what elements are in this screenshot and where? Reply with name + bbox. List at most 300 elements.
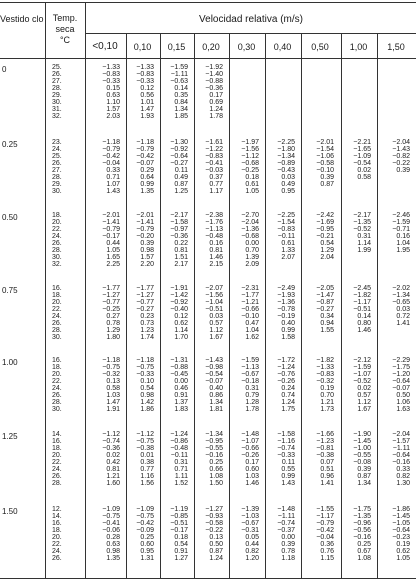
temperature-cell: 25. bbox=[52, 64, 62, 71]
value-cell: 0.31 bbox=[357, 232, 371, 240]
value-cell: −1.09 bbox=[353, 152, 371, 160]
value-cell: −1.11 bbox=[392, 444, 410, 452]
value-cell: 0.38 bbox=[140, 458, 154, 466]
value-cell: −1.56 bbox=[241, 145, 259, 153]
value-cell: 1.55 bbox=[320, 326, 334, 334]
value-cell: −1.04 bbox=[205, 298, 223, 306]
value-cell: 0.00 bbox=[174, 377, 188, 385]
value-cell: −1.39 bbox=[241, 506, 259, 513]
value-cell: −0.86 bbox=[170, 437, 188, 445]
value-cell: 0.14 bbox=[357, 312, 371, 320]
value-cell: −1.34 bbox=[277, 152, 295, 160]
value-column bbox=[268, 140, 295, 196]
temperature-cell: 25. bbox=[52, 152, 62, 160]
value-cell: −0.16 bbox=[205, 451, 223, 459]
velocity-column-header: 1,50 bbox=[387, 42, 405, 52]
top-rule bbox=[0, 2, 416, 3]
value-cell: 1.21 bbox=[320, 398, 334, 406]
value-cell: −2.12 bbox=[353, 357, 371, 364]
value-cell: 0.15 bbox=[106, 84, 120, 92]
value-cell: −1.86 bbox=[392, 506, 410, 513]
value-cell: −1.27 bbox=[102, 291, 120, 299]
value-cell: −2.04 bbox=[241, 218, 259, 226]
value-cell: −1.17 bbox=[353, 298, 371, 306]
value-column bbox=[129, 213, 154, 269]
value-cell: 0.31 bbox=[174, 458, 188, 466]
value-column bbox=[268, 358, 295, 414]
value-cell: −0.07 bbox=[205, 377, 223, 385]
value-cell: 0.87 bbox=[357, 472, 371, 480]
value-cell: 1.57 bbox=[106, 105, 120, 113]
value-cell: −0.27 bbox=[170, 159, 188, 167]
value-cell: −0.95 bbox=[316, 225, 334, 233]
value-cell: −2.42 bbox=[316, 212, 334, 219]
value-cell: 0.19 bbox=[396, 540, 410, 548]
value-cell: 0.78 bbox=[106, 319, 120, 327]
temperature-cell: 24. bbox=[52, 384, 62, 392]
value-cell: −0.08 bbox=[353, 458, 371, 466]
value-cell: 1.05 bbox=[245, 187, 259, 195]
value-cell: 0.39 bbox=[281, 540, 295, 548]
value-cell: 1.46 bbox=[245, 479, 259, 487]
value-cell: 1.29 bbox=[320, 246, 334, 254]
value-cell: −1.72 bbox=[277, 357, 295, 364]
value-cell: −0.32 bbox=[102, 370, 120, 378]
rule-after-clo bbox=[45, 2, 46, 579]
temperature-cell: 18. bbox=[52, 444, 62, 452]
value-cell: −1.31 bbox=[170, 357, 188, 364]
value-cell: 1.95 bbox=[396, 246, 410, 254]
value-cell: −0.63 bbox=[170, 77, 188, 85]
value-cell: −0.77 bbox=[102, 298, 120, 306]
value-cell: −0.25 bbox=[241, 166, 259, 174]
value-cell: −1.48 bbox=[241, 431, 259, 438]
temperature-cell: 26. bbox=[52, 554, 62, 562]
value-cell: 0.03 bbox=[396, 305, 410, 313]
value-column bbox=[268, 432, 295, 488]
value-cell: −1.58 bbox=[170, 218, 188, 226]
value-cell: 1.73 bbox=[320, 405, 334, 413]
value-cell: −0.33 bbox=[136, 77, 154, 85]
value-cell: −1.34 bbox=[205, 431, 223, 438]
value-column bbox=[344, 507, 371, 563]
value-cell: 1.12 bbox=[209, 326, 223, 334]
value-cell: 0.40 bbox=[209, 384, 223, 392]
value-cell: −1.91 bbox=[170, 285, 188, 292]
value-cell: −1.90 bbox=[353, 431, 371, 438]
value-cell: −1.00 bbox=[353, 444, 371, 452]
value-column bbox=[163, 140, 188, 196]
value-cell: 0.74 bbox=[281, 391, 295, 399]
value-column bbox=[129, 140, 154, 196]
value-cell: −0.71 bbox=[392, 225, 410, 233]
value-cell: 1.24 bbox=[209, 554, 223, 562]
value-column bbox=[163, 213, 188, 269]
value-cell: −0.11 bbox=[277, 232, 295, 240]
velocity-column-header: 0,20 bbox=[202, 42, 220, 52]
value-cell: −0.58 bbox=[316, 159, 334, 167]
value-cell: 1.50 bbox=[209, 479, 223, 487]
temperature-cell: 23. bbox=[52, 139, 62, 146]
value-cell: 1.31 bbox=[140, 554, 154, 562]
value-cell: 0.73 bbox=[140, 319, 154, 327]
value-cell: 1.63 bbox=[396, 405, 410, 413]
value-cell: 1.86 bbox=[140, 405, 154, 413]
value-column bbox=[304, 432, 334, 488]
temperature-list bbox=[52, 140, 78, 196]
temperature-cell: 22. bbox=[52, 225, 62, 233]
value-cell: 1.34 bbox=[209, 398, 223, 406]
temperature-cell: 16. bbox=[52, 285, 62, 292]
velocity-column-header: 0,10 bbox=[133, 42, 152, 52]
value-cell: 0.01 bbox=[140, 451, 154, 459]
value-cell: 0.37 bbox=[209, 173, 223, 181]
value-cell: −0.74 bbox=[277, 444, 295, 452]
value-column bbox=[88, 213, 120, 269]
value-cell: −1.03 bbox=[241, 512, 259, 520]
value-cell: −1.30 bbox=[170, 139, 188, 146]
value-cell: 0.95 bbox=[140, 547, 154, 555]
value-cell: −1.12 bbox=[136, 431, 154, 438]
value-cell: −1.59 bbox=[241, 357, 259, 364]
value-cell: 1.62 bbox=[245, 333, 259, 341]
value-cell: 0.12 bbox=[140, 84, 154, 92]
temperature-cell: 26. bbox=[52, 70, 62, 78]
value-column bbox=[268, 286, 295, 342]
value-cell: 0.54 bbox=[320, 239, 334, 247]
value-cell: −2.49 bbox=[277, 285, 295, 292]
temperature-list bbox=[52, 286, 78, 342]
value-cell: 1.05 bbox=[396, 554, 410, 562]
value-cell: −1.59 bbox=[353, 363, 371, 371]
value-cell: −0.04 bbox=[102, 159, 120, 167]
value-cell: 0.69 bbox=[209, 98, 223, 106]
temperature-cell: 30. bbox=[52, 333, 62, 341]
value-cell: −0.07 bbox=[392, 384, 410, 392]
value-cell: −0.79 bbox=[316, 519, 334, 527]
value-cell: −0.81 bbox=[316, 444, 334, 452]
value-cell: 1.78 bbox=[209, 112, 223, 120]
value-cell: −0.64 bbox=[392, 526, 410, 534]
value-cell: −0.87 bbox=[316, 298, 334, 306]
value-cell: −0.93 bbox=[205, 512, 223, 520]
temperature-cell: 24. bbox=[52, 465, 62, 473]
value-column bbox=[232, 507, 259, 563]
value-column bbox=[344, 432, 371, 488]
value-column bbox=[197, 432, 223, 488]
value-cell: −0.98 bbox=[205, 363, 223, 371]
value-column bbox=[197, 65, 223, 121]
value-cell: −0.83 bbox=[316, 370, 334, 378]
value-cell: −1.33 bbox=[316, 363, 334, 371]
value-cell: −0.75 bbox=[136, 512, 154, 520]
value-cell: −2.70 bbox=[241, 212, 259, 219]
value-cell: −1.59 bbox=[170, 64, 188, 71]
temperature-cell: 14. bbox=[52, 431, 62, 438]
value-cell: −0.27 bbox=[136, 305, 154, 313]
temperature-cell: 30. bbox=[52, 253, 62, 261]
rule-col-0-30 bbox=[229, 33, 230, 579]
value-cell: −0.65 bbox=[392, 298, 410, 306]
value-cell: 2.20 bbox=[140, 260, 154, 268]
value-cell: −1.18 bbox=[102, 139, 120, 146]
value-cell: −0.26 bbox=[241, 451, 259, 459]
value-cell: 0.82 bbox=[245, 547, 259, 555]
value-cell: 1.35 bbox=[106, 554, 120, 562]
value-cell: −1.54 bbox=[277, 218, 295, 226]
value-cell: 1.91 bbox=[106, 405, 120, 413]
value-cell: −1.18 bbox=[136, 139, 154, 146]
value-cell: −2.07 bbox=[205, 285, 223, 292]
value-cell: −0.52 bbox=[353, 225, 371, 233]
value-cell: 1.07 bbox=[106, 180, 120, 188]
value-cell: 0.96 bbox=[320, 472, 334, 480]
value-column bbox=[304, 140, 334, 189]
value-cell: −1.56 bbox=[205, 291, 223, 299]
value-cell: −0.78 bbox=[277, 305, 295, 313]
value-cell: 0.39 bbox=[357, 465, 371, 473]
value-cell: −1.47 bbox=[316, 291, 334, 299]
value-cell: −0.36 bbox=[102, 444, 120, 452]
value-cell: −0.38 bbox=[316, 451, 334, 459]
value-cell: −1.59 bbox=[392, 218, 410, 226]
value-cell: 0.10 bbox=[140, 377, 154, 385]
value-cell: −0.96 bbox=[353, 519, 371, 527]
value-cell: 0.81 bbox=[106, 465, 120, 473]
value-cell: −0.17 bbox=[170, 526, 188, 534]
value-cell: 0.63 bbox=[106, 540, 120, 548]
value-cell: −0.75 bbox=[102, 512, 120, 520]
temperature-cell: 20. bbox=[52, 218, 62, 226]
value-cell: 1.57 bbox=[140, 253, 154, 261]
value-cell: 1.12 bbox=[357, 398, 371, 406]
value-cell: −1.33 bbox=[136, 64, 154, 71]
value-cell: −0.64 bbox=[170, 152, 188, 160]
value-cell: −1.40 bbox=[205, 70, 223, 78]
value-cell: −0.10 bbox=[241, 312, 259, 320]
value-cell: −0.20 bbox=[136, 232, 154, 240]
value-cell: 1.39 bbox=[245, 253, 259, 261]
value-cell: 0.91 bbox=[174, 391, 188, 399]
velocity-header: Velocidad relativa (m/s) bbox=[199, 14, 303, 25]
value-cell: 0.18 bbox=[174, 533, 188, 541]
velocity-column-header: 0,15 bbox=[167, 42, 186, 52]
value-cell: −1.18 bbox=[102, 357, 120, 364]
value-cell: 1.28 bbox=[245, 398, 259, 406]
value-cell: 0.81 bbox=[209, 246, 223, 254]
value-cell: 0.39 bbox=[140, 239, 154, 247]
value-cell: −0.54 bbox=[205, 370, 223, 378]
value-cell: 0.24 bbox=[281, 384, 295, 392]
value-cell: −0.64 bbox=[392, 451, 410, 459]
value-cell: −0.16 bbox=[353, 533, 371, 541]
value-cell: 0.57 bbox=[209, 319, 223, 327]
temperature-list bbox=[52, 507, 78, 563]
value-cell: 0.31 bbox=[245, 384, 259, 392]
temp-header bbox=[46, 13, 84, 46]
value-column bbox=[197, 358, 223, 414]
value-cell: −0.77 bbox=[136, 298, 154, 306]
value-cell: −1.11 bbox=[170, 70, 188, 78]
value-cell: 0.49 bbox=[281, 180, 295, 188]
value-cell: −0.88 bbox=[205, 77, 223, 85]
value-cell: 1.78 bbox=[245, 405, 259, 413]
clo-value: 0.25 bbox=[2, 140, 18, 149]
value-column bbox=[344, 286, 371, 335]
temperature-cell: 16. bbox=[52, 519, 62, 527]
temperature-cell: 30. bbox=[52, 405, 62, 413]
value-cell: −1.24 bbox=[170, 431, 188, 438]
temperature-cell: 29. bbox=[52, 180, 62, 188]
value-cell: −0.66 bbox=[241, 444, 259, 452]
temperature-cell: 20. bbox=[52, 370, 62, 378]
temperature-list bbox=[52, 358, 78, 414]
value-cell: 0.62 bbox=[174, 319, 188, 327]
value-cell: 0.19 bbox=[320, 384, 334, 392]
value-cell: −2.04 bbox=[392, 139, 410, 146]
value-cell: 1.35 bbox=[140, 187, 154, 195]
value-cell: 1.24 bbox=[281, 398, 295, 406]
value-cell: 0.98 bbox=[140, 246, 154, 254]
value-cell: −2.25 bbox=[277, 139, 295, 146]
value-cell: −0.45 bbox=[170, 370, 188, 378]
value-cell: 0.99 bbox=[281, 326, 295, 334]
value-cell: −0.68 bbox=[241, 232, 259, 240]
value-cell: −2.38 bbox=[205, 212, 223, 219]
value-cell: −0.42 bbox=[316, 526, 334, 534]
value-cell: 0.40 bbox=[281, 319, 295, 327]
value-cell: 0.42 bbox=[106, 458, 120, 466]
value-column bbox=[232, 286, 259, 342]
value-cell: 0.14 bbox=[174, 84, 188, 92]
value-column bbox=[197, 507, 223, 563]
value-column bbox=[304, 213, 334, 262]
value-cell: 1.67 bbox=[357, 405, 371, 413]
value-cell: 0.76 bbox=[320, 547, 334, 555]
value-cell: −0.92 bbox=[170, 298, 188, 306]
value-cell: 0.64 bbox=[140, 173, 154, 181]
value-cell: −0.82 bbox=[392, 152, 410, 160]
value-cell: 1.04 bbox=[245, 326, 259, 334]
value-cell: −1.55 bbox=[316, 506, 334, 513]
value-cell: −1.33 bbox=[102, 64, 120, 71]
value-column bbox=[88, 507, 120, 563]
value-cell: −1.05 bbox=[392, 519, 410, 527]
value-cell: −1.20 bbox=[392, 370, 410, 378]
value-cell: 0.77 bbox=[140, 465, 154, 473]
value-cell: 1.11 bbox=[174, 472, 188, 480]
value-cell: −1.11 bbox=[277, 512, 295, 520]
value-cell: 0.33 bbox=[396, 465, 410, 473]
value-cell: −0.56 bbox=[353, 526, 371, 534]
value-cell: 1.80 bbox=[106, 333, 120, 341]
value-cell: 1.06 bbox=[396, 398, 410, 406]
value-cell: −1.45 bbox=[353, 437, 371, 445]
value-column bbox=[232, 432, 259, 488]
value-cell: 1.17 bbox=[209, 187, 223, 195]
temperature-cell: 18. bbox=[52, 212, 62, 219]
velocity-column-header: 0,40 bbox=[273, 42, 292, 52]
value-column bbox=[197, 213, 223, 269]
temperature-cell: 14. bbox=[52, 512, 62, 520]
value-cell: −0.83 bbox=[277, 225, 295, 233]
value-cell: 0.49 bbox=[174, 173, 188, 181]
value-cell: −0.74 bbox=[277, 519, 295, 527]
value-cell: −1.41 bbox=[136, 218, 154, 226]
value-cell: −2.01 bbox=[136, 212, 154, 219]
value-cell: −0.43 bbox=[277, 166, 295, 174]
value-cell: −1.97 bbox=[241, 139, 259, 146]
value-cell: −1.69 bbox=[316, 218, 334, 226]
value-cell: 0.18 bbox=[245, 173, 259, 181]
value-cell: 0.54 bbox=[174, 540, 188, 548]
temperature-cell: 24. bbox=[52, 232, 62, 240]
value-cell: −0.66 bbox=[241, 305, 259, 313]
value-cell: −0.18 bbox=[241, 377, 259, 385]
value-cell: −0.79 bbox=[136, 145, 154, 153]
value-cell: 1.27 bbox=[174, 554, 188, 562]
value-cell: −0.83 bbox=[102, 70, 120, 78]
value-column bbox=[268, 507, 295, 563]
temperature-cell: 26. bbox=[52, 472, 62, 480]
value-cell: −2.21 bbox=[353, 139, 371, 146]
value-cell: −0.79 bbox=[102, 225, 120, 233]
temperature-cell: 22. bbox=[52, 540, 62, 548]
value-cell: 1.46 bbox=[357, 326, 371, 334]
value-column bbox=[380, 358, 410, 414]
value-cell: 1.47 bbox=[106, 398, 120, 406]
rule-col-0-40 bbox=[265, 33, 266, 579]
value-column bbox=[88, 140, 120, 196]
value-column bbox=[129, 358, 154, 414]
value-cell: −0.06 bbox=[102, 526, 120, 534]
value-cell: −0.40 bbox=[170, 305, 188, 313]
value-cell: −1.75 bbox=[392, 363, 410, 371]
value-cell: −1.76 bbox=[205, 218, 223, 226]
value-cell: −0.04 bbox=[316, 533, 334, 541]
value-cell: −1.07 bbox=[353, 370, 371, 378]
temperature-cell: 16. bbox=[52, 357, 62, 364]
value-cell: −1.77 bbox=[241, 291, 259, 299]
value-cell: 0.94 bbox=[320, 319, 334, 327]
value-cell: −0.38 bbox=[136, 444, 154, 452]
value-cell: −1.12 bbox=[102, 431, 120, 438]
temperature-cell: 28. bbox=[52, 479, 62, 487]
value-cell: −0.32 bbox=[316, 377, 334, 385]
value-cell: 0.79 bbox=[245, 391, 259, 399]
temp-header-label: Temp. seca bbox=[52, 13, 78, 34]
value-cell: 1.43 bbox=[106, 187, 120, 195]
value-cell: −0.41 bbox=[205, 159, 223, 167]
value-column bbox=[163, 507, 188, 563]
temperature-cell: 16. bbox=[52, 437, 62, 445]
temperature-cell: 24. bbox=[52, 547, 62, 555]
value-cell: −2.04 bbox=[392, 431, 410, 438]
value-cell: 0.22 bbox=[174, 239, 188, 247]
value-cell: 1.03 bbox=[106, 391, 120, 399]
temperature-cell: 20. bbox=[52, 533, 62, 541]
value-cell: −1.21 bbox=[241, 298, 259, 306]
value-cell: 1.52 bbox=[174, 479, 188, 487]
value-cell: 2.15 bbox=[209, 260, 223, 268]
temperature-cell: 22. bbox=[52, 458, 62, 466]
value-cell: 2.04 bbox=[320, 253, 334, 261]
value-cell: −0.42 bbox=[102, 152, 120, 160]
value-column bbox=[380, 507, 410, 563]
value-cell: 1.58 bbox=[281, 333, 295, 341]
value-cell: −0.33 bbox=[102, 77, 120, 85]
value-cell: 1.85 bbox=[174, 112, 188, 120]
